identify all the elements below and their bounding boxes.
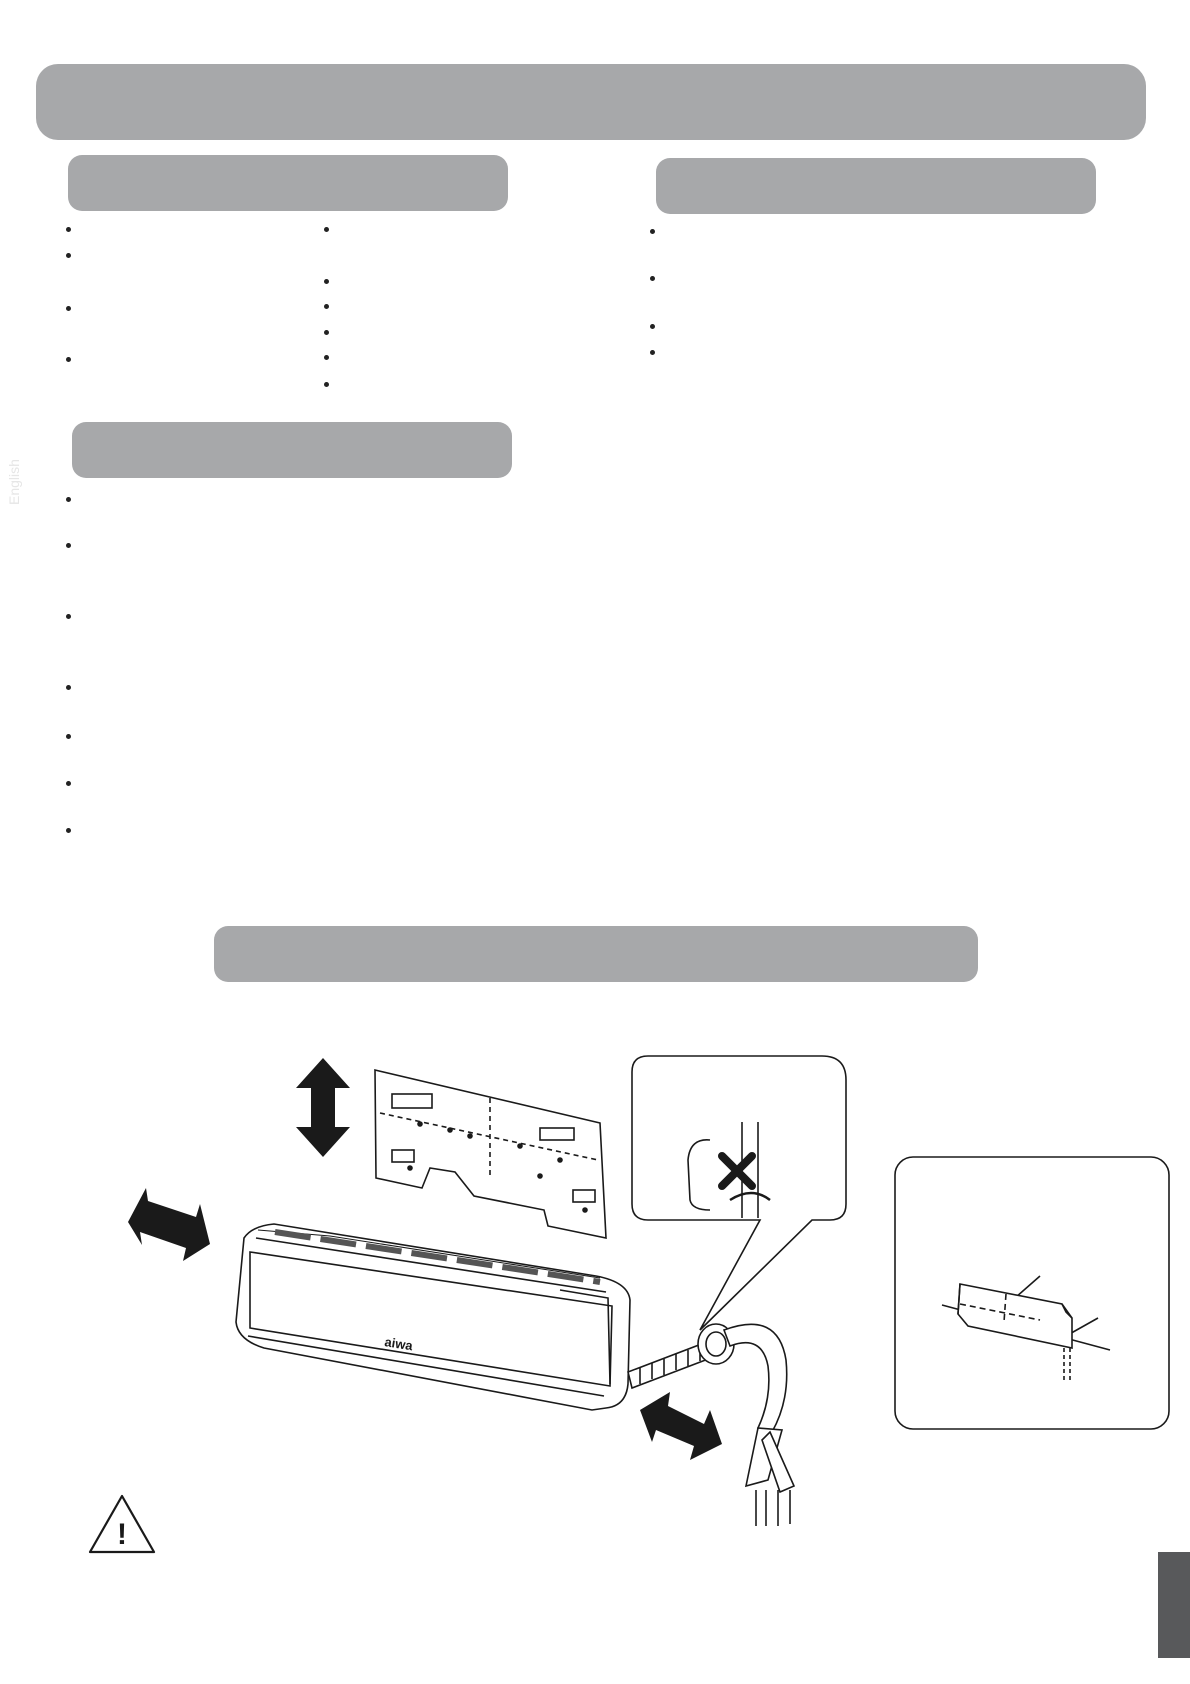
pipe-double-arrow-icon: [640, 1392, 722, 1460]
brand-logo: aiwa: [383, 1334, 414, 1354]
language-side-label: English: [6, 459, 22, 505]
mounting-plate: [375, 1070, 606, 1238]
page-tab: [1158, 1552, 1190, 1658]
vertical-double-arrow-icon: [296, 1058, 350, 1157]
indoor-unit: [236, 1224, 630, 1410]
warning-exclamation: !: [117, 1518, 127, 1551]
horizontal-double-arrow-icon: [128, 1188, 210, 1261]
callout-bubble: [632, 1056, 846, 1330]
detail-box: [895, 1157, 1169, 1429]
